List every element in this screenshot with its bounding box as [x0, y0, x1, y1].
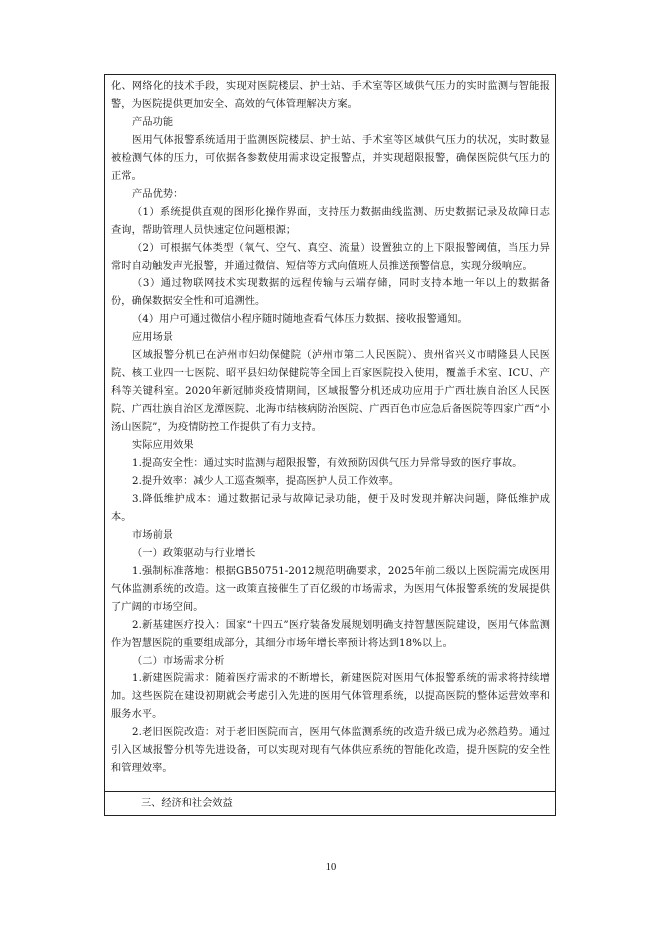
advantage-item: （2）可根据气体类型（氧气、空气、真空、流量）设置独立的上下限报警阈值，当压力异常时自动触发声光报警，并通过微信、短信等方式向值班人员推送预警信息，实现分级响应。 — [111, 242, 550, 272]
page-number: 10 — [325, 862, 337, 873]
effect-item: 1.提高安全性：通过实时监测与超限报警，有效预防因供气压力异常导致的医疗事故。 — [132, 458, 523, 470]
function-paragraph: 医用气体报警系统适用于监测医院楼层、护士站、手术室等区域供气压力的状况，实时数显被检测气体的压力，可依据各参数使用需求设定报警点，并实现超限报警，确保医院供气压力的正常。 — [111, 134, 550, 182]
content-table-cell — [104, 74, 556, 816]
market-subheading: （一）政策驱动与行业增长 — [132, 547, 256, 559]
advantage-item: （4）用户可通过微信小程序随时随地查看气体压力数据、接收报警通知。 — [132, 314, 468, 326]
intro-paragraph: 化、网络化的技术手段，实现对医院楼层、护士站、手术室等区域供气压力的实时监测与智能报警，为医院提供更加安全、高效的气体管理解决方案。 — [111, 81, 550, 110]
function-heading: 产品功能 — [132, 116, 174, 128]
market-item: 1.强制标准落地：根据GB50751-2012规范明确要求，2025年前二级以上医院需完成医用气体监测系统的改造。这一政策直接催生了百亿级的市场需求，为医用气体报警系统的发展提供了广阔的市场空间。 — [111, 565, 550, 613]
market-item: 2.新基建医疗投入：国家“十四五”医疗装备发展规划明确支持智慧医院建设，医用气体监测作为智慧医院的重要组成部分，其细分市场年增长率预计将达到18%以上。 — [111, 619, 550, 649]
effect-item: 3.降低维护成本：通过数据记录与故障记录功能，便于及时发现并解决问题，降低维护成本。 — [111, 493, 550, 523]
effect-item: 2.提升效率：减少人工巡查频率，提高医护人员工作效率。 — [132, 475, 400, 487]
advantage-item: （3）通过物联网技术实现数据的远程传输与云端存储，同时支持本地一年以上的数据备份，确保数据安全性和可追溯性。 — [111, 278, 550, 308]
advantages-heading: 产品优势： — [132, 188, 184, 200]
effects-heading: 实际应用效果 — [132, 440, 194, 452]
market-item: 2.老旧医院改造：对于老旧医院而言，医用气体监测系统的改造升级已成为必然趋势。通过引入区域报警分机等先进设备，可以实现对现有气体供应系统的智能化改造，提升医院的安全性和管理效率。 — [111, 727, 550, 775]
section-3-heading: 三、经济和社会效益 — [141, 798, 233, 809]
application-heading: 应用场景 — [132, 332, 174, 344]
market-subheading: （二）市场需求分析 — [132, 655, 225, 667]
table-row-divider — [105, 791, 555, 792]
next-section-row — [111, 795, 550, 813]
application-paragraph: 区域报警分机已在泸州市妇幼保健院（泸州市第二人民医院）、贵州省兴义市晴隆县人民医院、核工业四一七医院、昭平县妇幼保健院等全国上百家医院投入使用，覆盖手术室、ICU、产科等关键科室。2020年新冠肺炎疫情期间，区域报警分机还成功应用于广西壮族自治区人民医院、广西壮族自治区龙潭医院、北海市结核病防治医院、广西百色市应急后备医院等四家广西“小汤山医院”，为疫情防控工作提供了有力支持。 — [111, 350, 550, 434]
advantage-item: （1）系统提供直观的图形化操作界面，支持压力数据曲线监测、历史数据记录及故障日志查询，帮助管理人员快速定位问题根源； — [111, 206, 550, 236]
market-item: 1.新建医院需求：随着医疗需求的不断增长，新建医院对医用气体报警系统的需求将持续增加。这些医院在建设初期就会考虑引入先进的医用气体管理系统，以提高医院的整体运营效率和服务水平。 — [111, 673, 550, 721]
market-heading: 市场前景 — [132, 529, 174, 541]
content-body — [111, 78, 550, 778]
